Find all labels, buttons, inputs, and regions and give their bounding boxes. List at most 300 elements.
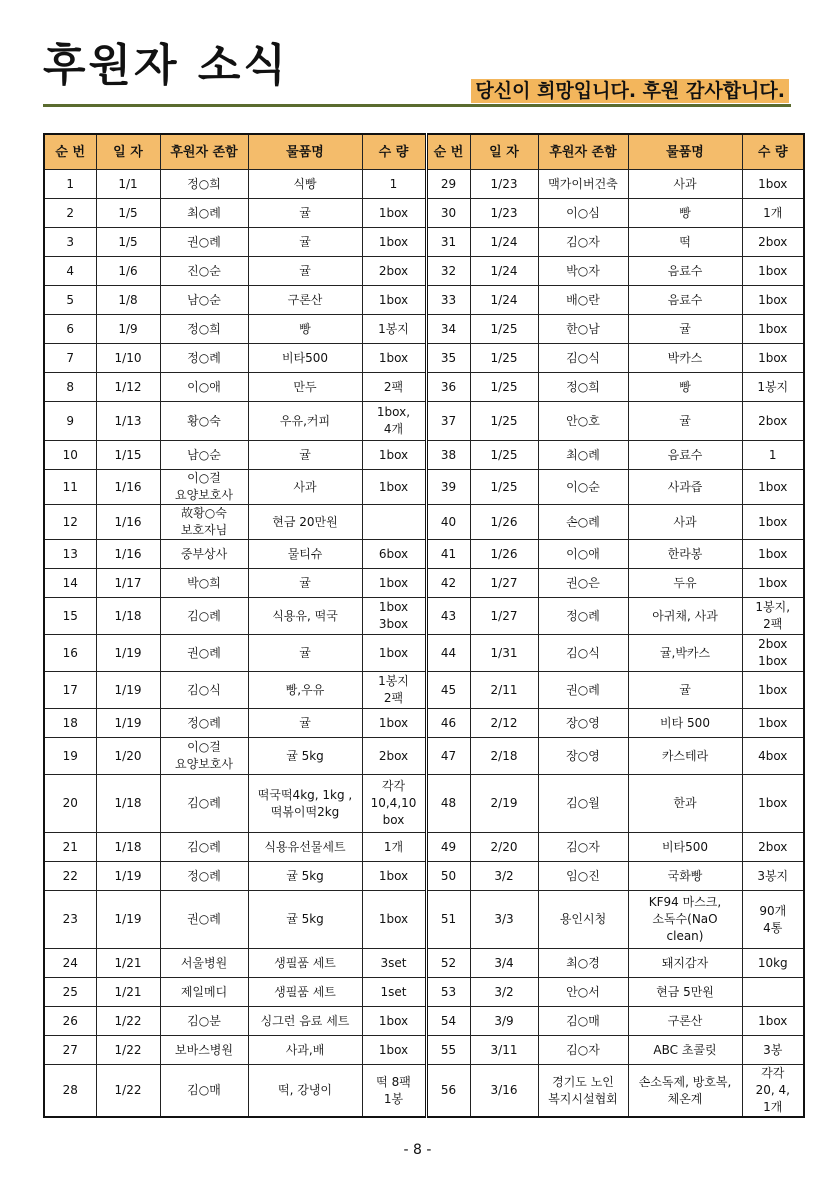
cell-donor: 권○은 [538,569,628,598]
cell-qty: 10kg [742,949,804,978]
cell-item: 식용유, 떡국 [248,598,362,635]
cell-item: 한라봉 [628,540,742,569]
cell-qty: 1box [742,569,804,598]
cell-seq: 11 [44,470,96,505]
cell-qty: 6box [362,540,426,569]
cell-seq: 42 [426,569,470,598]
table-row [44,1036,804,1065]
cell-qty: 1box [362,344,426,373]
cell-date: 3/3 [470,891,538,949]
cell-item: 떡 [628,228,742,257]
cell-seq: 32 [426,257,470,286]
table-row [44,228,804,257]
donor-table [43,133,805,1118]
cell-qty: 1box, 4개 [362,402,426,441]
cell-date: 1/18 [96,598,160,635]
cell-date: 1/25 [470,402,538,441]
cell-qty: 1봉지 [362,315,426,344]
cell-qty: 1box 3box [362,598,426,635]
cell-qty: 1box [362,199,426,228]
cell-qty: 1봉지, 2팩 [742,598,804,635]
cell-qty: 2box [362,738,426,775]
cell-item: 귤 5kg [248,862,362,891]
cell-seq: 35 [426,344,470,373]
cell-date: 1/19 [96,672,160,709]
cell-date: 1/19 [96,891,160,949]
cell-seq: 1 [44,170,96,199]
header-qty: 수 량 [362,134,426,170]
cell-qty: 1box [742,470,804,505]
header-date: 일 자 [470,134,538,170]
cell-item: 귤 [628,672,742,709]
cell-item: 사과 [628,505,742,540]
cell-seq: 46 [426,709,470,738]
table-row [44,635,804,672]
cell-date: 2/19 [470,775,538,833]
cell-donor: 이○심 [538,199,628,228]
cell-donor: 한○남 [538,315,628,344]
cell-seq: 7 [44,344,96,373]
table-row [44,862,804,891]
cell-seq: 21 [44,833,96,862]
cell-donor: 정○례 [160,344,248,373]
cell-item: 음료수 [628,286,742,315]
cell-qty: 1box [742,709,804,738]
cell-donor: 김○자 [538,1036,628,1065]
cell-seq: 30 [426,199,470,228]
cell-date: 1/6 [96,257,160,286]
cell-seq: 45 [426,672,470,709]
cell-qty: 1 [362,170,426,199]
cell-date: 1/25 [470,344,538,373]
page-number: - 8 - [403,1142,432,1158]
header-item: 물품명 [248,134,362,170]
cell-qty: 1개 [362,833,426,862]
cell-donor: 故황○숙 보호자님 [160,505,248,540]
cell-item: 비타500 [628,833,742,862]
cell-qty: 1box [742,505,804,540]
cell-donor: 김○월 [538,775,628,833]
cell-item: 박카스 [628,344,742,373]
cell-item: 비타500 [248,344,362,373]
cell-qty: 3set [362,949,426,978]
cell-qty: 1box [742,257,804,286]
cell-item: 손소독제, 방호복, 체온계 [628,1065,742,1118]
cell-item: 생필품 세트 [248,949,362,978]
cell-date: 1/16 [96,470,160,505]
cell-qty: 각각 10,4,10 box [362,775,426,833]
cell-date: 1/22 [96,1007,160,1036]
cell-date: 1/31 [470,635,538,672]
cell-item: 싱그런 음료 세트 [248,1007,362,1036]
cell-donor: 남○순 [160,441,248,470]
cell-date: 1/19 [96,709,160,738]
cell-qty [742,978,804,1007]
cell-item: 빵 [628,199,742,228]
cell-seq: 9 [44,402,96,441]
cell-item: 만두 [248,373,362,402]
cell-seq: 31 [426,228,470,257]
cell-seq: 5 [44,286,96,315]
table-row [44,199,804,228]
cell-donor: 김○례 [160,775,248,833]
cell-donor: 안○호 [538,402,628,441]
table-row [44,373,804,402]
cell-date: 1/17 [96,569,160,598]
table-row [44,598,804,635]
cell-date: 1/25 [470,441,538,470]
cell-date: 1/18 [96,775,160,833]
cell-item: 우유,커피 [248,402,362,441]
table-row [44,569,804,598]
table-row [44,833,804,862]
cell-seq: 2 [44,199,96,228]
header-seq: 순 번 [44,134,96,170]
cell-donor: 최○례 [160,199,248,228]
cell-donor: 정○례 [160,709,248,738]
header-donor: 후원자 존함 [160,134,248,170]
cell-seq: 27 [44,1036,96,1065]
cell-date: 1/21 [96,978,160,1007]
cell-seq: 8 [44,373,96,402]
cell-donor: 손○례 [538,505,628,540]
table-row [44,441,804,470]
cell-date: 1/27 [470,569,538,598]
cell-donor: 장○영 [538,709,628,738]
cell-seq: 47 [426,738,470,775]
cell-qty: 1box [362,1036,426,1065]
cell-qty: 3봉 [742,1036,804,1065]
cell-donor: 최○례 [538,441,628,470]
table-header-row [44,134,804,170]
table-row [44,505,804,540]
cell-item: 귤 [248,228,362,257]
cell-qty: 1개 [742,199,804,228]
cell-seq: 36 [426,373,470,402]
cell-qty: 2box [362,257,426,286]
cell-donor: 임○진 [538,862,628,891]
cell-seq: 33 [426,286,470,315]
cell-item: 카스테라 [628,738,742,775]
cell-seq: 16 [44,635,96,672]
cell-qty: 1 [742,441,804,470]
cell-donor: 박○희 [160,569,248,598]
cell-seq: 24 [44,949,96,978]
cell-item: 귤 [248,709,362,738]
cell-date: 3/9 [470,1007,538,1036]
cell-item: 사과 [248,470,362,505]
cell-seq: 20 [44,775,96,833]
cell-date: 1/21 [96,949,160,978]
cell-seq: 17 [44,672,96,709]
table-row [44,286,804,315]
cell-donor: 배○란 [538,286,628,315]
cell-qty: 1box [362,635,426,672]
cell-qty: 1box [742,672,804,709]
table-row [44,1065,804,1118]
cell-donor: 권○례 [160,228,248,257]
cell-donor: 이○걸 요양보호사 [160,738,248,775]
table-row [44,891,804,949]
cell-donor: 이○순 [538,470,628,505]
cell-item: 떡국떡4kg, 1kg , 떡볶이떡2kg [248,775,362,833]
cell-item: 식빵 [248,170,362,199]
cell-donor: 김○매 [160,1065,248,1118]
cell-date: 1/5 [96,228,160,257]
cell-qty: 3봉지 [742,862,804,891]
cell-date: 1/26 [470,540,538,569]
cell-qty: 1box [742,1007,804,1036]
cell-date: 1/25 [470,315,538,344]
cell-donor: 이○애 [538,540,628,569]
cell-date: 1/25 [470,373,538,402]
cell-date: 2/11 [470,672,538,709]
cell-donor: 정○례 [538,598,628,635]
cell-donor: 남○순 [160,286,248,315]
cell-seq: 19 [44,738,96,775]
cell-qty: 1봉지 2팩 [362,672,426,709]
cell-date: 1/22 [96,1065,160,1118]
cell-item: 귤,박카스 [628,635,742,672]
cell-donor: 김○식 [160,672,248,709]
cell-item: 물티슈 [248,540,362,569]
header-donor: 후원자 존함 [538,134,628,170]
cell-seq: 50 [426,862,470,891]
cell-qty: 1box [362,286,426,315]
cell-seq: 54 [426,1007,470,1036]
cell-date: 1/19 [96,635,160,672]
cell-donor: 서울병원 [160,949,248,978]
page-title: 후원자 소식 [43,40,289,91]
header-date: 일 자 [96,134,160,170]
table-row [44,672,804,709]
cell-item: 귤 [248,199,362,228]
cell-seq: 41 [426,540,470,569]
cell-qty: 1box [362,891,426,949]
cell-date: 1/19 [96,862,160,891]
cell-seq: 53 [426,978,470,1007]
cell-date: 2/18 [470,738,538,775]
cell-seq: 4 [44,257,96,286]
cell-qty: 1box [362,470,426,505]
cell-donor: 권○례 [160,635,248,672]
cell-date: 3/4 [470,949,538,978]
header-item: 물품명 [628,134,742,170]
cell-item: 음료수 [628,441,742,470]
cell-seq: 39 [426,470,470,505]
cell-donor: 권○례 [538,672,628,709]
cell-item: 아귀채, 사과 [628,598,742,635]
cell-seq: 37 [426,402,470,441]
cell-qty: 2box [742,402,804,441]
cell-seq: 10 [44,441,96,470]
cell-seq: 13 [44,540,96,569]
cell-seq: 25 [44,978,96,1007]
table-row [44,978,804,1007]
cell-qty: 1box [362,228,426,257]
cell-item: 빵 [248,315,362,344]
cell-item: 돼지감자 [628,949,742,978]
cell-qty: 1box [742,540,804,569]
cell-qty: 1box [362,1007,426,1036]
cell-seq: 22 [44,862,96,891]
cell-donor: 김○자 [538,228,628,257]
cell-qty: 1box [362,441,426,470]
cell-seq: 38 [426,441,470,470]
cell-qty: 2box [742,833,804,862]
table-row [44,470,804,505]
table-row [44,949,804,978]
cell-item: 사과즙 [628,470,742,505]
cell-donor: 김○자 [538,833,628,862]
cell-date: 1/9 [96,315,160,344]
cell-donor: 이○걸 요양보호사 [160,470,248,505]
cell-seq: 26 [44,1007,96,1036]
cell-donor: 경기도 노인 복지시설협회 [538,1065,628,1118]
cell-seq: 43 [426,598,470,635]
cell-qty: 각각 20, 4, 1개 [742,1065,804,1118]
cell-qty: 1봉지 [742,373,804,402]
table-row [44,1007,804,1036]
cell-date: 3/2 [470,978,538,1007]
cell-date: 3/2 [470,862,538,891]
cell-qty: 1box [742,344,804,373]
cell-date: 1/15 [96,441,160,470]
cell-donor: 제일메디 [160,978,248,1007]
cell-item: 귤 [248,569,362,598]
cell-seq: 28 [44,1065,96,1118]
cell-donor: 안○서 [538,978,628,1007]
cell-donor: 황○숙 [160,402,248,441]
cell-seq: 6 [44,315,96,344]
cell-item: 귤 [248,441,362,470]
cell-donor: 용인시청 [538,891,628,949]
cell-date: 1/24 [470,286,538,315]
cell-seq: 51 [426,891,470,949]
cell-seq: 34 [426,315,470,344]
cell-qty: 2box 1box [742,635,804,672]
cell-item: 사과,배 [248,1036,362,1065]
cell-donor: 최○경 [538,949,628,978]
cell-date: 1/16 [96,505,160,540]
cell-qty: 1box [742,775,804,833]
cell-seq: 55 [426,1036,470,1065]
cell-item: 현금 20만원 [248,505,362,540]
cell-donor: 김○분 [160,1007,248,1036]
cell-seq: 23 [44,891,96,949]
cell-item: 비타 500 [628,709,742,738]
table-row [44,402,804,441]
cell-qty: 1set [362,978,426,1007]
cell-date: 1/23 [470,199,538,228]
cell-donor: 김○례 [160,598,248,635]
cell-seq: 29 [426,170,470,199]
cell-donor: 이○애 [160,373,248,402]
table-row [44,344,804,373]
cell-item: 두유 [628,569,742,598]
cell-qty: 2box [742,228,804,257]
table-row [44,257,804,286]
cell-seq: 56 [426,1065,470,1118]
cell-donor: 장○영 [538,738,628,775]
cell-date: 2/12 [470,709,538,738]
cell-donor: 정○희 [538,373,628,402]
cell-donor: 김○식 [538,635,628,672]
cell-date: 1/1 [96,170,160,199]
cell-date: 1/24 [470,257,538,286]
cell-date: 1/27 [470,598,538,635]
cell-item: 귤 [248,635,362,672]
cell-item: 귤 [628,402,742,441]
cell-seq: 3 [44,228,96,257]
cell-item: 생필품 세트 [248,978,362,1007]
table-row [44,738,804,775]
cell-seq: 12 [44,505,96,540]
title-divider [43,104,791,107]
cell-donor: 중부상사 [160,540,248,569]
cell-donor: 박○자 [538,257,628,286]
cell-date: 1/10 [96,344,160,373]
cell-date: 1/20 [96,738,160,775]
cell-qty [362,505,426,540]
cell-donor: 김○식 [538,344,628,373]
cell-date: 1/23 [470,170,538,199]
header-seq: 순 번 [426,134,470,170]
table-row [44,315,804,344]
cell-date: 1/13 [96,402,160,441]
cell-item: 현금 5만원 [628,978,742,1007]
cell-donor: 보바스병원 [160,1036,248,1065]
cell-donor: 김○매 [538,1007,628,1036]
cell-item: 빵,우유 [248,672,362,709]
cell-donor: 정○희 [160,170,248,199]
cell-qty: 1box [742,170,804,199]
cell-qty: 1box [742,286,804,315]
cell-seq: 40 [426,505,470,540]
table-row [44,775,804,833]
cell-seq: 18 [44,709,96,738]
cell-qty: 90개 4통 [742,891,804,949]
header-qty: 수 량 [742,134,804,170]
cell-seq: 49 [426,833,470,862]
cell-date: 1/24 [470,228,538,257]
cell-item: 구론산 [248,286,362,315]
cell-item: KF94 마스크, 소독수(NaO clean) [628,891,742,949]
cell-date: 1/26 [470,505,538,540]
cell-item: 한과 [628,775,742,833]
cell-qty: 4box [742,738,804,775]
cell-date: 1/16 [96,540,160,569]
cell-date: 1/25 [470,470,538,505]
cell-item: 식용유선물세트 [248,833,362,862]
cell-seq: 15 [44,598,96,635]
cell-seq: 52 [426,949,470,978]
cell-item: 음료수 [628,257,742,286]
cell-date: 3/11 [470,1036,538,1065]
cell-item: ABC 초콜릿 [628,1036,742,1065]
cell-item: 구론산 [628,1007,742,1036]
cell-item: 귤 5kg [248,738,362,775]
cell-qty: 1box [742,315,804,344]
cell-item: 떡, 강냉이 [248,1065,362,1118]
cell-item: 귤 5kg [248,891,362,949]
table-row [44,170,804,199]
cell-date: 1/12 [96,373,160,402]
slogan-banner: 당신이 희망입니다. 후원 감사합니다. [471,79,789,103]
cell-date: 1/5 [96,199,160,228]
cell-item: 귤 [248,257,362,286]
cell-qty: 1box [362,862,426,891]
